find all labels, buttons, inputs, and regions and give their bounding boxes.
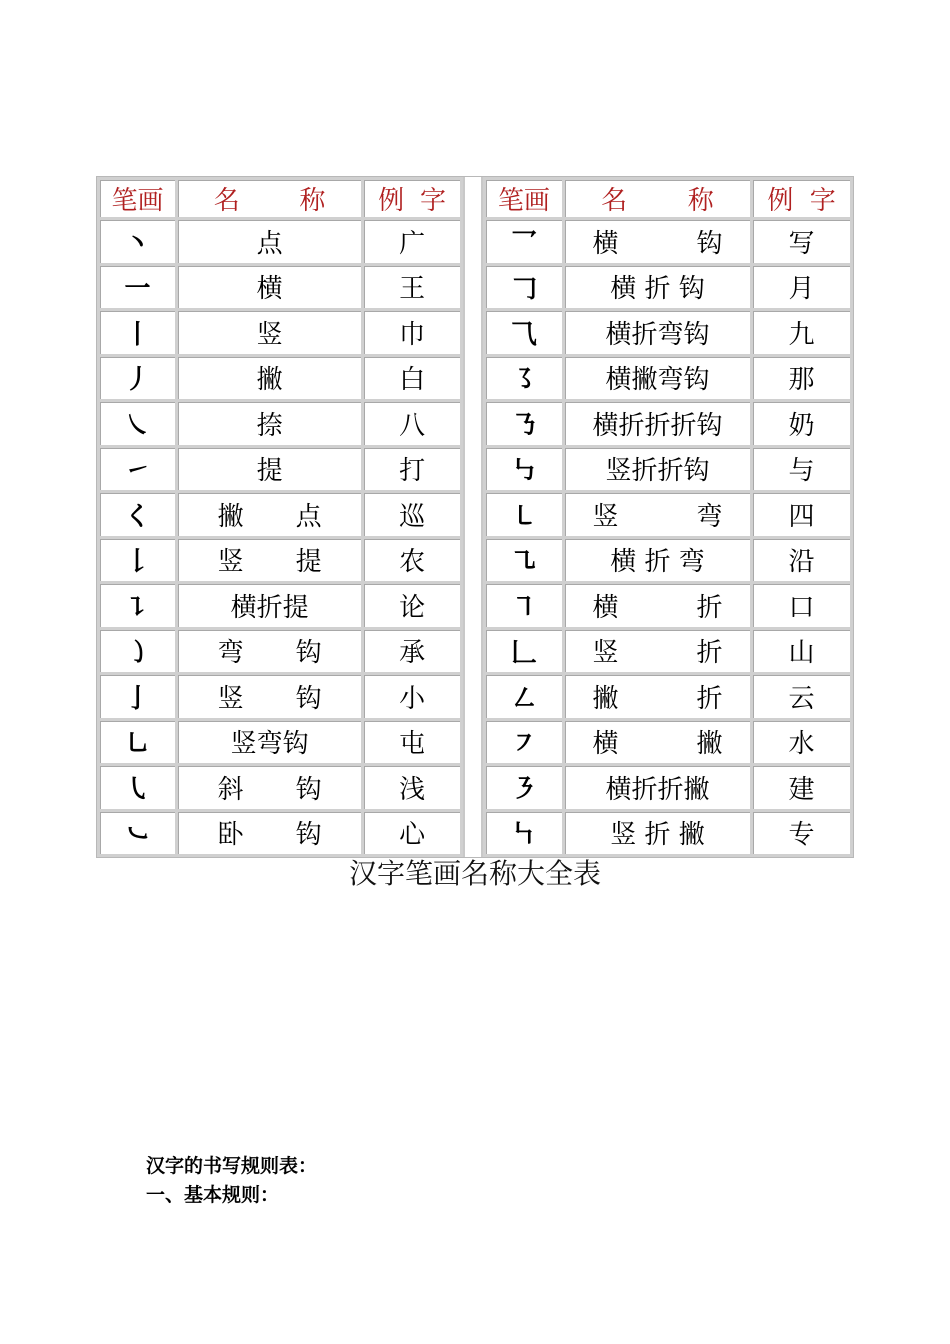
header-stroke: 笔画 xyxy=(100,180,175,217)
stroke-name: 撇 点 xyxy=(178,493,361,536)
example-char: 专 xyxy=(753,812,850,855)
header-example xyxy=(753,180,850,217)
stroke-name: 横 xyxy=(178,266,361,309)
table-row xyxy=(100,448,460,491)
example-char: 水 xyxy=(753,721,850,764)
stroke-name: 横撇弯钩 xyxy=(565,357,750,400)
example-char: 九 xyxy=(753,311,850,354)
stroke-glyph: ㇋ xyxy=(486,766,562,809)
example-char: 白 xyxy=(364,357,460,400)
stroke-glyph: ㇂ xyxy=(100,766,175,809)
example-char: 王 xyxy=(364,266,460,309)
stroke-glyph: ㇃ xyxy=(100,812,175,855)
table-row xyxy=(100,311,460,354)
table-row xyxy=(100,493,460,536)
example-char: 奶 xyxy=(753,402,850,445)
example-char: 屯 xyxy=(364,721,460,764)
stroke-grid-right xyxy=(483,177,853,857)
stroke-name: 横 折 钩 xyxy=(565,266,750,309)
header-example xyxy=(364,180,460,217)
example-char: 巾 xyxy=(364,311,460,354)
table-row xyxy=(100,357,460,400)
stroke-grid-left xyxy=(97,177,463,857)
table-row xyxy=(486,311,850,354)
table-row xyxy=(100,630,460,673)
table-row xyxy=(100,675,460,718)
stroke-table-left xyxy=(97,177,463,857)
example-char: 浅 xyxy=(364,766,460,809)
table-divider xyxy=(463,177,483,857)
table-row xyxy=(486,721,850,764)
stroke-glyph: 丶 xyxy=(100,220,175,263)
stroke-name: 点 xyxy=(178,220,361,263)
example-char: 云 xyxy=(753,675,850,718)
table-row xyxy=(486,675,850,718)
rules-heading: 汉字的书写规则表： xyxy=(146,1155,318,1177)
stroke-name: 横折提 xyxy=(178,584,361,627)
header-name-part: 称 xyxy=(299,186,326,216)
example-char: 山 xyxy=(753,630,850,673)
example-char: 沿 xyxy=(753,539,850,582)
header-example-part: 例 xyxy=(767,186,794,216)
stroke-name: 横 钩 xyxy=(565,220,750,263)
table-row xyxy=(100,766,460,809)
header-example-part: 字 xyxy=(420,186,447,216)
table-row xyxy=(100,584,460,627)
table-row xyxy=(486,220,850,263)
stroke-name: 竖 提 xyxy=(178,539,361,582)
table-row xyxy=(486,766,850,809)
stroke-glyph: ㇀ xyxy=(100,448,175,491)
table-row xyxy=(486,539,850,582)
example-char: 承 xyxy=(364,630,460,673)
stroke-name: 竖 折 撇 xyxy=(565,812,750,855)
stroke-glyph: ㇇ xyxy=(486,721,562,764)
example-char: 论 xyxy=(364,584,460,627)
stroke-glyph: 𠄌 xyxy=(100,539,175,582)
stroke-glyph: ㇕ xyxy=(486,584,562,627)
header-row xyxy=(486,180,850,217)
stroke-glyph: ⺄ xyxy=(486,311,562,354)
header-stroke: 笔画 xyxy=(486,180,562,217)
stroke-name: 横折折折钩 xyxy=(565,402,750,445)
table-row xyxy=(100,539,460,582)
stroke-name: 提 xyxy=(178,448,361,491)
table-row xyxy=(486,812,850,855)
table-row xyxy=(100,220,460,263)
example-char: 月 xyxy=(753,266,850,309)
stroke-name: 横 折 xyxy=(565,584,750,627)
stroke-glyph: 丿 xyxy=(100,357,175,400)
rules-subheading: 一、基本规则： xyxy=(146,1184,280,1206)
header-name-part: 称 xyxy=(687,186,714,216)
table-row xyxy=(486,584,850,627)
table-row xyxy=(486,493,850,536)
header-name-part: 名 xyxy=(601,186,628,216)
table-row xyxy=(100,266,460,309)
stroke-glyph: ㇜ xyxy=(486,675,562,718)
stroke-name: 撇 xyxy=(178,357,361,400)
stroke-glyph: ㇟ xyxy=(100,721,175,764)
stroke-glyph: ㇄ xyxy=(486,493,562,536)
stroke-table-right xyxy=(483,177,853,857)
stroke-glyph: く xyxy=(100,493,175,536)
stroke-glyph: ㇏ xyxy=(100,402,175,445)
example-char: 那 xyxy=(753,357,850,400)
stroke-glyph: ㇊ xyxy=(100,584,175,627)
table-row xyxy=(486,402,850,445)
header-row xyxy=(100,180,460,217)
stroke-name: 横 折 弯 xyxy=(565,539,750,582)
stroke-glyph: ㇌ xyxy=(486,357,562,400)
stroke-name: 竖弯钩 xyxy=(178,721,361,764)
table-row xyxy=(486,630,850,673)
header-example-part: 字 xyxy=(809,186,836,216)
header-name-part: 名 xyxy=(213,186,240,216)
example-char: 心 xyxy=(364,812,460,855)
example-char: 写 xyxy=(753,220,850,263)
stroke-name: 竖 折 xyxy=(565,630,750,673)
example-char: 建 xyxy=(753,766,850,809)
stroke-glyph: 乛 xyxy=(486,220,562,263)
stroke-glyph: 一 xyxy=(100,266,175,309)
table-caption: 汉字笔画名称大全表 xyxy=(348,857,601,890)
example-char: 打 xyxy=(364,448,460,491)
example-char: 巡 xyxy=(364,493,460,536)
example-char: 与 xyxy=(753,448,850,491)
example-char: 农 xyxy=(364,539,460,582)
example-char: 广 xyxy=(364,220,460,263)
stroke-name: 竖 钩 xyxy=(178,675,361,718)
stroke-glyph: ㇁ xyxy=(100,630,175,673)
stroke-glyph: ㇡ xyxy=(486,402,562,445)
stroke-name: 竖折折钩 xyxy=(565,448,750,491)
example-char: 小 xyxy=(364,675,460,718)
stroke-glyph: 丨 xyxy=(100,311,175,354)
example-char: 口 xyxy=(753,584,850,627)
stroke-name: 撇 折 xyxy=(565,675,750,718)
stroke-name: 斜 钩 xyxy=(178,766,361,809)
stroke-name: 弯 钩 xyxy=(178,630,361,673)
stroke-name: 竖 弯 xyxy=(565,493,750,536)
stroke-glyph: ㇉ xyxy=(486,448,562,491)
stroke-glyph: 𠃊 xyxy=(486,630,562,673)
stroke-name: 捺 xyxy=(178,402,361,445)
stroke-name: 竖 xyxy=(178,311,361,354)
header-example-part: 例 xyxy=(378,186,405,216)
stroke-name: 横 撇 xyxy=(565,721,750,764)
table-row xyxy=(100,721,460,764)
stroke-glyph: ㇈ xyxy=(486,539,562,582)
header-name xyxy=(178,180,361,217)
example-char: 四 xyxy=(753,493,850,536)
header-name xyxy=(565,180,750,217)
table-row xyxy=(486,266,850,309)
stroke-name: 横折折撇 xyxy=(565,766,750,809)
table-row xyxy=(486,448,850,491)
stroke-glyph: 亅 xyxy=(100,675,175,718)
stroke-glyph: ㇞ xyxy=(486,812,562,855)
stroke-glyph: 𠃌 xyxy=(486,266,562,309)
stroke-name: 横折弯钩 xyxy=(565,311,750,354)
stroke-name: 卧 钩 xyxy=(178,812,361,855)
table-row xyxy=(486,357,850,400)
table-row xyxy=(100,402,460,445)
example-char: 八 xyxy=(364,402,460,445)
table-row xyxy=(100,812,460,855)
stroke-table xyxy=(96,176,854,858)
